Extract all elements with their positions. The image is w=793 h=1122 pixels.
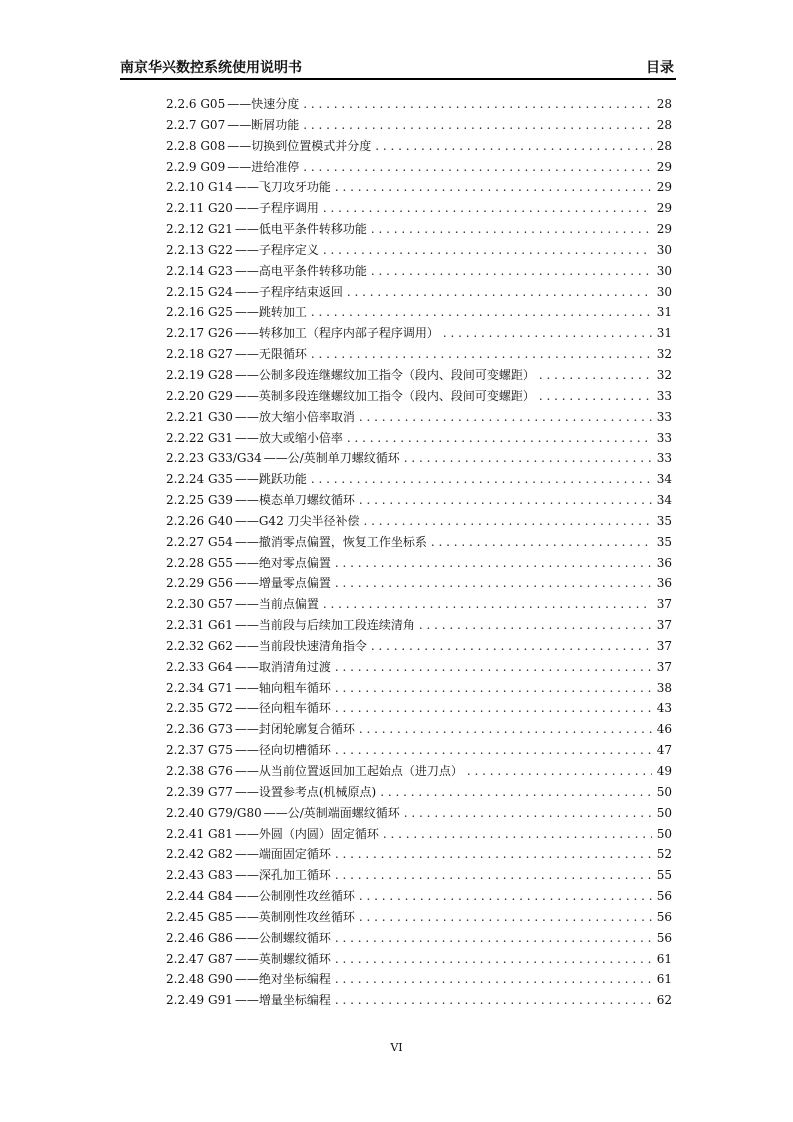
toc-entry[interactable] [166,115,672,136]
toc-dot-leader [335,990,652,1011]
toc-entry[interactable] [166,532,672,553]
toc-entry-number: 2.2.17 G26 [166,326,233,341]
toc-dot-leader [359,886,652,907]
toc-dot-leader [335,698,652,719]
toc-entry[interactable] [166,365,672,386]
toc-entry-page: 29 [656,201,672,216]
toc-entry-number: 2.2.19 G28 [166,367,233,382]
toc-entry-number: 2.2.41 G81 [166,826,233,841]
toc-entry-label: ——英制刚性攻丝循环 [234,909,355,924]
toc-entry-number: 2.2.38 G76 [166,764,233,778]
toc-entry-number: 2.2.9 G09 [166,159,226,174]
toc-entry-page: 49 [656,764,672,778]
toc-entry[interactable] [166,490,672,511]
toc-entry-page: 56 [656,889,672,904]
toc-entry-label: ——封闭轮廓复合循环 [234,722,355,737]
toc-entry-number: 2.2.8 G08 [166,138,226,153]
toc-entry-page: 61 [656,951,672,966]
toc-entry-page: 36 [656,555,672,570]
toc-entry-number: 2.2.49 G91 [166,993,233,1008]
toc-entry-number: 2.2.26 G40 [166,513,233,528]
toc-entry-number: 2.2.43 G83 [166,868,233,883]
toc-entry-number: 2.2.30 G57 [166,597,233,612]
toc-entry-number: 2.2.18 G27 [166,347,233,362]
toc-entry[interactable] [166,553,672,574]
toc-entry-page: 37 [656,597,672,612]
toc-entry-page: 29 [656,180,672,195]
toc-dot-leader [371,636,652,657]
toc-entry[interactable] [166,824,672,845]
toc-dot-leader [335,928,652,949]
toc-dot-leader [335,177,652,198]
toc-entry[interactable] [166,157,672,178]
toc-dot-leader [371,219,652,240]
section-title: 目录 [646,60,674,76]
toc-entry-number: 2.2.12 G21 [166,222,233,237]
toc-entry-label: ——径向粗车循环 [234,701,331,716]
toc-entry-page: 33 [656,451,672,466]
toc-dot-leader [335,740,652,761]
toc-dot-leader [335,969,652,990]
toc-entry-page: 30 [656,242,672,257]
toc-entry-number: 2.2.20 G29 [166,388,233,403]
toc-entry[interactable] [166,448,672,469]
toc-entry-page: 29 [656,222,672,237]
toc-entry-page: 46 [656,722,672,737]
toc-dot-leader [431,532,652,553]
toc-entry-number: 2.2.44 G84 [166,889,233,904]
toc-entry-label: ——径向切槽循环 [234,743,331,758]
toc-entry[interactable] [166,698,672,719]
toc-entry-page: 34 [656,472,672,487]
toc-entry[interactable] [166,323,672,344]
toc-entry-label: ——G42 刀尖半径补偿 [234,513,360,528]
toc-entry-page: 56 [656,930,672,945]
toc-dot-leader [323,198,652,219]
toc-entry-number: 2.2.10 G14 [166,180,233,195]
toc-entry-page: 52 [656,847,672,862]
toc-dot-leader [303,115,652,136]
toc-dot-leader [364,511,652,532]
toc-entry[interactable] [166,94,672,115]
toc-entry-number: 2.2.27 G54 [166,534,233,549]
document-title: 南京华兴数控系统使用说明书 [120,60,302,76]
toc-entry-number: 2.2.7 G07 [166,117,226,132]
toc-entry[interactable] [166,886,672,907]
toc-entry-number: 2.2.22 G31 [166,430,233,445]
toc-entry[interactable] [166,907,672,928]
toc-entry-label: ——设置参考点(机械原点) [234,784,377,799]
toc-entry-number: 2.2.6 G05 [166,97,226,111]
toc-entry-number: 2.2.48 G90 [166,972,233,987]
toc-entry-label: ——断屑功能 [227,117,300,132]
toc-entry-label: ——进给准停 [227,159,300,174]
toc-entry-page: 34 [656,493,672,508]
toc-entry-label: ——绝对坐标编程 [234,972,331,987]
toc-entry-label: ——增量零点偏置 [234,576,331,591]
toc-entry-page: 28 [656,97,672,111]
toc-entry[interactable] [166,240,672,261]
toc-dot-leader [335,573,652,594]
toc-entry-number: 2.2.33 G64 [166,659,233,674]
toc-entry-page: 55 [656,868,672,883]
toc-entry[interactable] [166,407,672,428]
toc-entry[interactable] [166,198,672,219]
toc-dot-leader [347,282,652,303]
toc-entry[interactable] [166,386,672,407]
toc-entry[interactable] [166,990,672,1011]
toc-entry-page: 50 [656,784,672,799]
toc-entry-label: ——飞刀攻牙功能 [234,180,331,195]
toc-entry-number: 2.2.45 G85 [166,909,233,924]
toc-entry-page: 28 [656,138,672,153]
toc-dot-leader [359,907,652,928]
toc-entry[interactable] [166,844,672,865]
toc-entry[interactable] [166,511,672,532]
toc-entry-page: 56 [656,909,672,924]
toc-entry-label: ——公制多段连继螺纹加工指令（段内、段间可变螺距） [234,367,535,382]
toc-entry-number: 2.2.11 G20 [166,201,233,216]
toc-entry[interactable] [166,344,672,365]
toc-entry-number: 2.2.35 G72 [166,701,233,716]
toc-entry-label: ——高电平条件转移功能 [234,263,367,278]
toc-entry[interactable] [166,428,672,449]
toc-dot-leader [303,157,652,178]
toc-entry-label: ——英制多段连继螺纹加工指令（段内、段间可变螺距） [234,388,535,403]
toc-entry-page: 31 [656,326,672,341]
toc-dot-leader [443,323,652,344]
toc-entry-label: ——当前段与后续加工段连续清角 [234,618,415,633]
toc-entry-number: 2.2.24 G35 [166,472,233,487]
toc-entry-page: 35 [656,513,672,528]
toc-entry-label: ——端面固定循环 [234,847,331,862]
toc-dot-leader [419,615,652,636]
toc-entry[interactable] [166,865,672,886]
toc-dot-leader [404,448,652,469]
toc-dot-leader [347,428,652,449]
toc-dot-leader [335,678,652,699]
toc-entry-page: 33 [656,388,672,403]
toc-entry-page: 50 [656,805,672,820]
toc-entry-page: 35 [656,534,672,549]
toc-entry-page: 32 [656,347,672,362]
toc-dot-leader [335,844,652,865]
toc-entry[interactable] [166,261,672,282]
toc-dot-leader [539,386,652,407]
toc-entry-label: ——公制刚性攻丝循环 [234,889,355,904]
toc-entry-number: 2.2.14 G23 [166,263,233,278]
toc-entry-label: ——公制螺纹循环 [234,930,331,945]
toc-entry-page: 50 [656,826,672,841]
toc-dot-leader [335,865,652,886]
toc-entry-page: 36 [656,576,672,591]
toc-dot-leader [383,824,652,845]
toc-entry[interactable] [166,136,672,157]
toc-entry-label: ——子程序定义 [234,242,319,257]
toc-entry-page: 37 [656,638,672,653]
toc-entry-label: ——轴向粗车循环 [234,680,331,695]
toc-entry-page: 33 [656,430,672,445]
table-of-contents [166,94,672,1011]
toc-entry-label: ——切换到位置模式并分度 [227,138,372,153]
toc-dot-leader [371,261,652,282]
toc-entry-label: ——公/英制端面螺纹循环 [263,805,400,820]
toc-entry-page: 31 [656,305,672,320]
toc-entry-number: 2.2.46 G86 [166,930,233,945]
toc-entry-number: 2.2.15 G24 [166,284,233,299]
toc-dot-leader [303,94,652,115]
toc-entry-label: ——取消清角过渡 [234,659,331,674]
toc-entry-page: 43 [656,701,672,716]
toc-entry-number: 2.2.28 G55 [166,555,233,570]
toc-entry-number: 2.2.34 G71 [166,680,233,695]
toc-entry-number: 2.2.25 G39 [166,493,233,508]
toc-entry-page: 33 [656,409,672,424]
toc-entry[interactable] [166,302,672,323]
toc-entry-label: ——快速分度 [227,97,300,111]
toc-entry-label: ——从当前位置返回加工起始点（进刀点） [234,764,463,778]
toc-entry[interactable] [166,761,672,782]
toc-entry[interactable] [166,803,672,824]
toc-entry[interactable] [166,282,672,303]
toc-dot-leader [311,344,652,365]
toc-entry-label: ——增量坐标编程 [234,993,331,1008]
toc-dot-leader [335,657,652,678]
toc-dot-leader [359,719,652,740]
toc-entry[interactable] [166,657,672,678]
toc-entry[interactable] [166,636,672,657]
toc-entry-label: ——子程序结束返回 [234,284,343,299]
toc-entry-label: ——撤消零点偏置，恢复工作坐标系 [234,534,427,549]
toc-dot-leader [404,803,652,824]
toc-entry[interactable] [166,949,672,970]
toc-entry-label: ——外圆（内圆）固定循环 [234,826,379,841]
toc-entry-number: 2.2.29 G56 [166,576,233,591]
toc-dot-leader [323,240,652,261]
toc-dot-leader [359,407,652,428]
toc-entry-number: 2.2.47 G87 [166,951,233,966]
toc-entry[interactable] [166,740,672,761]
toc-entry-number: 2.2.16 G25 [166,305,233,320]
toc-entry-page: 47 [656,743,672,758]
toc-entry[interactable] [166,719,672,740]
toc-entry-label: ——当前段快速清角指令 [234,638,367,653]
toc-dot-leader [311,469,652,490]
toc-entry-label: ——跳转加工 [234,305,307,320]
toc-entry-page: 29 [656,159,672,174]
toc-entry-label: ——子程序调用 [234,201,319,216]
toc-entry-page: 37 [656,659,672,674]
toc-entry[interactable] [166,594,672,615]
toc-entry-number: 2.2.31 G61 [166,618,233,633]
toc-dot-leader [359,490,652,511]
toc-dot-leader [311,302,652,323]
toc-dot-leader [380,782,652,803]
toc-entry-label: ——英制螺纹循环 [234,951,331,966]
toc-entry-number: 2.2.13 G22 [166,242,233,257]
toc-entry-page: 32 [656,367,672,382]
toc-entry[interactable] [166,469,672,490]
toc-dot-leader [335,949,652,970]
toc-entry-number: 2.2.23 G33/G34 [166,451,262,466]
toc-entry-label: ——模态单刀螺纹循环 [234,493,355,508]
toc-entry-number: 2.2.39 G77 [166,784,233,799]
toc-entry[interactable] [166,573,672,594]
toc-entry-label: ——放大或缩小倍率 [234,430,343,445]
toc-entry[interactable] [166,782,672,803]
toc-entry-label: ——无限循环 [234,347,307,362]
toc-entry-label: ——低电平条件转移功能 [234,222,367,237]
toc-dot-leader [467,761,652,782]
toc-entry-page: 37 [656,618,672,633]
toc-dot-leader [539,365,652,386]
toc-entry-number: 2.2.42 G82 [166,847,233,862]
toc-entry-label: ——绝对零点偏置 [234,555,331,570]
toc-entry-page: 28 [656,117,672,132]
toc-entry-label: ——深孔加工循环 [234,868,331,883]
toc-entry-label: ——转移加工（程序内部子程序调用） [234,326,439,341]
toc-entry-page: 62 [656,993,672,1008]
toc-entry-number: 2.2.32 G62 [166,638,233,653]
toc-entry-number: 2.2.36 G73 [166,722,233,737]
toc-entry[interactable] [166,969,672,990]
toc-entry-label: ——公/英制单刀螺纹循环 [263,451,400,466]
toc-entry[interactable] [166,928,672,949]
toc-entry-page: 30 [656,284,672,299]
toc-entry-label: ——跳跃功能 [234,472,307,487]
toc-entry[interactable] [166,615,672,636]
toc-entry-label: ——当前点偏置 [234,597,319,612]
page-number: VI [390,1041,403,1054]
toc-entry-page: 61 [656,972,672,987]
toc-entry-label: ——放大缩小倍率取消 [234,409,355,424]
toc-entry[interactable] [166,678,672,699]
toc-entry-number: 2.2.21 G30 [166,409,233,424]
toc-dot-leader [335,553,652,574]
page-header [120,56,676,80]
toc-entry[interactable] [166,177,672,198]
toc-entry[interactable] [166,219,672,240]
toc-entry-page: 38 [656,680,672,695]
toc-entry-number: 2.2.40 G79/G80 [166,805,262,820]
toc-entry-number: 2.2.37 G75 [166,743,233,758]
toc-entry-page: 30 [656,263,672,278]
toc-dot-leader [323,594,652,615]
toc-dot-leader [375,136,652,157]
